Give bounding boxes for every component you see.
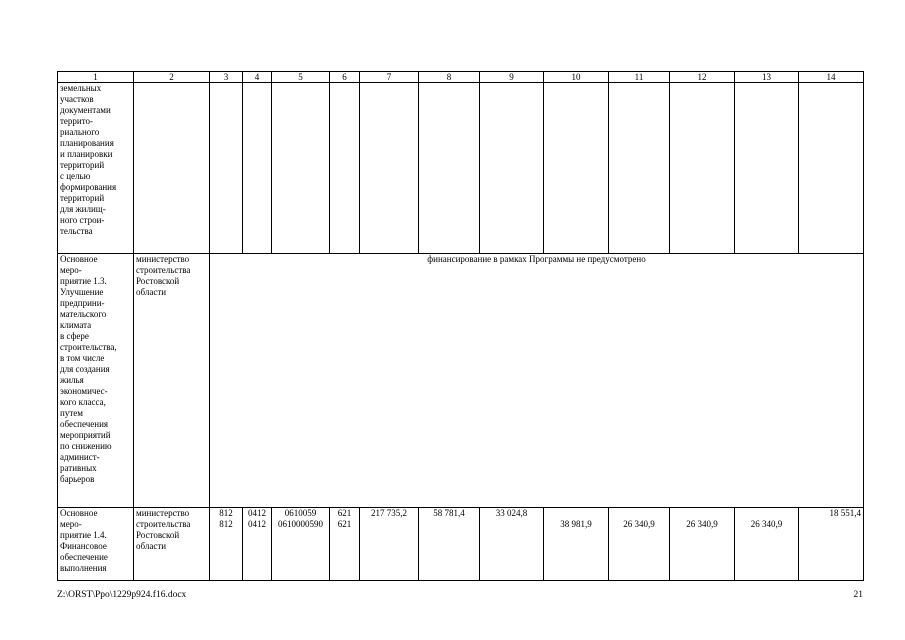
- page-footer: [57, 590, 863, 600]
- col-header: 10: [544, 72, 609, 83]
- vr-value: 621: [337, 508, 352, 518]
- col-header: 11: [609, 72, 670, 83]
- year-2020-cell: 18 551,4: [799, 508, 864, 581]
- csr-value: 0610059: [284, 508, 317, 518]
- activity-name-cell: Основное меро- приятие 1.4. Финансовое обеспечение выполнения: [58, 508, 134, 581]
- csr-cell: [272, 508, 330, 581]
- vr-cell: [330, 508, 360, 581]
- year-2017-cell: 26 340,9: [609, 508, 670, 581]
- empty-cell: [360, 83, 419, 254]
- col-header: 5: [272, 72, 330, 83]
- empty-cell: [330, 83, 360, 254]
- col-header: 4: [243, 72, 272, 83]
- rzpr-value: 0412: [248, 519, 266, 529]
- rzpr-value: 0412: [248, 508, 266, 518]
- col-header: 2: [134, 72, 210, 83]
- empty-cell: [272, 83, 330, 254]
- total-cell: 217 735,2: [360, 508, 419, 581]
- year-2015-cell: 33 024,8: [480, 508, 544, 581]
- year-2018-cell: 26 340,9: [670, 508, 735, 581]
- col-header: 13: [735, 72, 799, 83]
- funding-note-cell: финансирование в рамках Программы не предусмотрено: [210, 254, 864, 508]
- rzpr-cell: [243, 508, 272, 581]
- page-number: 21: [853, 590, 863, 600]
- year-2016-cell: 38 981,9: [544, 508, 609, 581]
- year-2019-cell: 26 340,9: [735, 508, 799, 581]
- col-header: 14: [799, 72, 864, 83]
- empty-cell: [419, 83, 480, 254]
- empty-cell: [544, 83, 609, 254]
- grbs-value: 812: [219, 508, 233, 518]
- vr-value: 621: [337, 519, 352, 529]
- empty-cell: [609, 83, 670, 254]
- col-header: 3: [210, 72, 243, 83]
- activity-name-cell: Основное меро- приятие 1.3. Улучшение предприни- мательского климата в сфере строительства, в том числе для создания жилья экономичес- кого класса, путем обеспечения мероприятий по снижению админист- ративных барьеров: [58, 254, 134, 508]
- column-number-row: [58, 72, 864, 83]
- col-header: 8: [419, 72, 480, 83]
- col-header: 12: [670, 72, 735, 83]
- empty-cell: [243, 83, 272, 254]
- empty-cell: [134, 83, 210, 254]
- empty-cell: [799, 83, 864, 254]
- col-header: 6: [330, 72, 360, 83]
- grbs-cell: [210, 508, 243, 581]
- activity-name-cell: земельных участков документами террито- риального планирования и планировки территорий с целью формирования территорий для жилищ- ного строи- тельства: [58, 83, 134, 254]
- table-row-continued: [58, 83, 864, 254]
- empty-cell: [735, 83, 799, 254]
- table-row-activity-1-3: [58, 254, 864, 508]
- col-header: 9: [480, 72, 544, 83]
- empty-cell: [480, 83, 544, 254]
- grbs-value: 812: [219, 519, 233, 529]
- empty-cell: [670, 83, 735, 254]
- program-table: [57, 71, 864, 581]
- table-row-activity-1-4: [58, 508, 864, 581]
- csr-value: 0610000590: [278, 519, 323, 529]
- empty-cell: [210, 83, 243, 254]
- executor-cell: министерство строительства Ростовской области: [134, 508, 210, 581]
- file-path: Z:\ORST\Ppo\1229p924.f16.docx: [57, 590, 187, 600]
- executor-cell: министерство строительства Ростовской области: [134, 254, 210, 508]
- col-header: 1: [58, 72, 134, 83]
- year-2014-cell: 58 781,4: [419, 508, 480, 581]
- col-header: 7: [360, 72, 419, 83]
